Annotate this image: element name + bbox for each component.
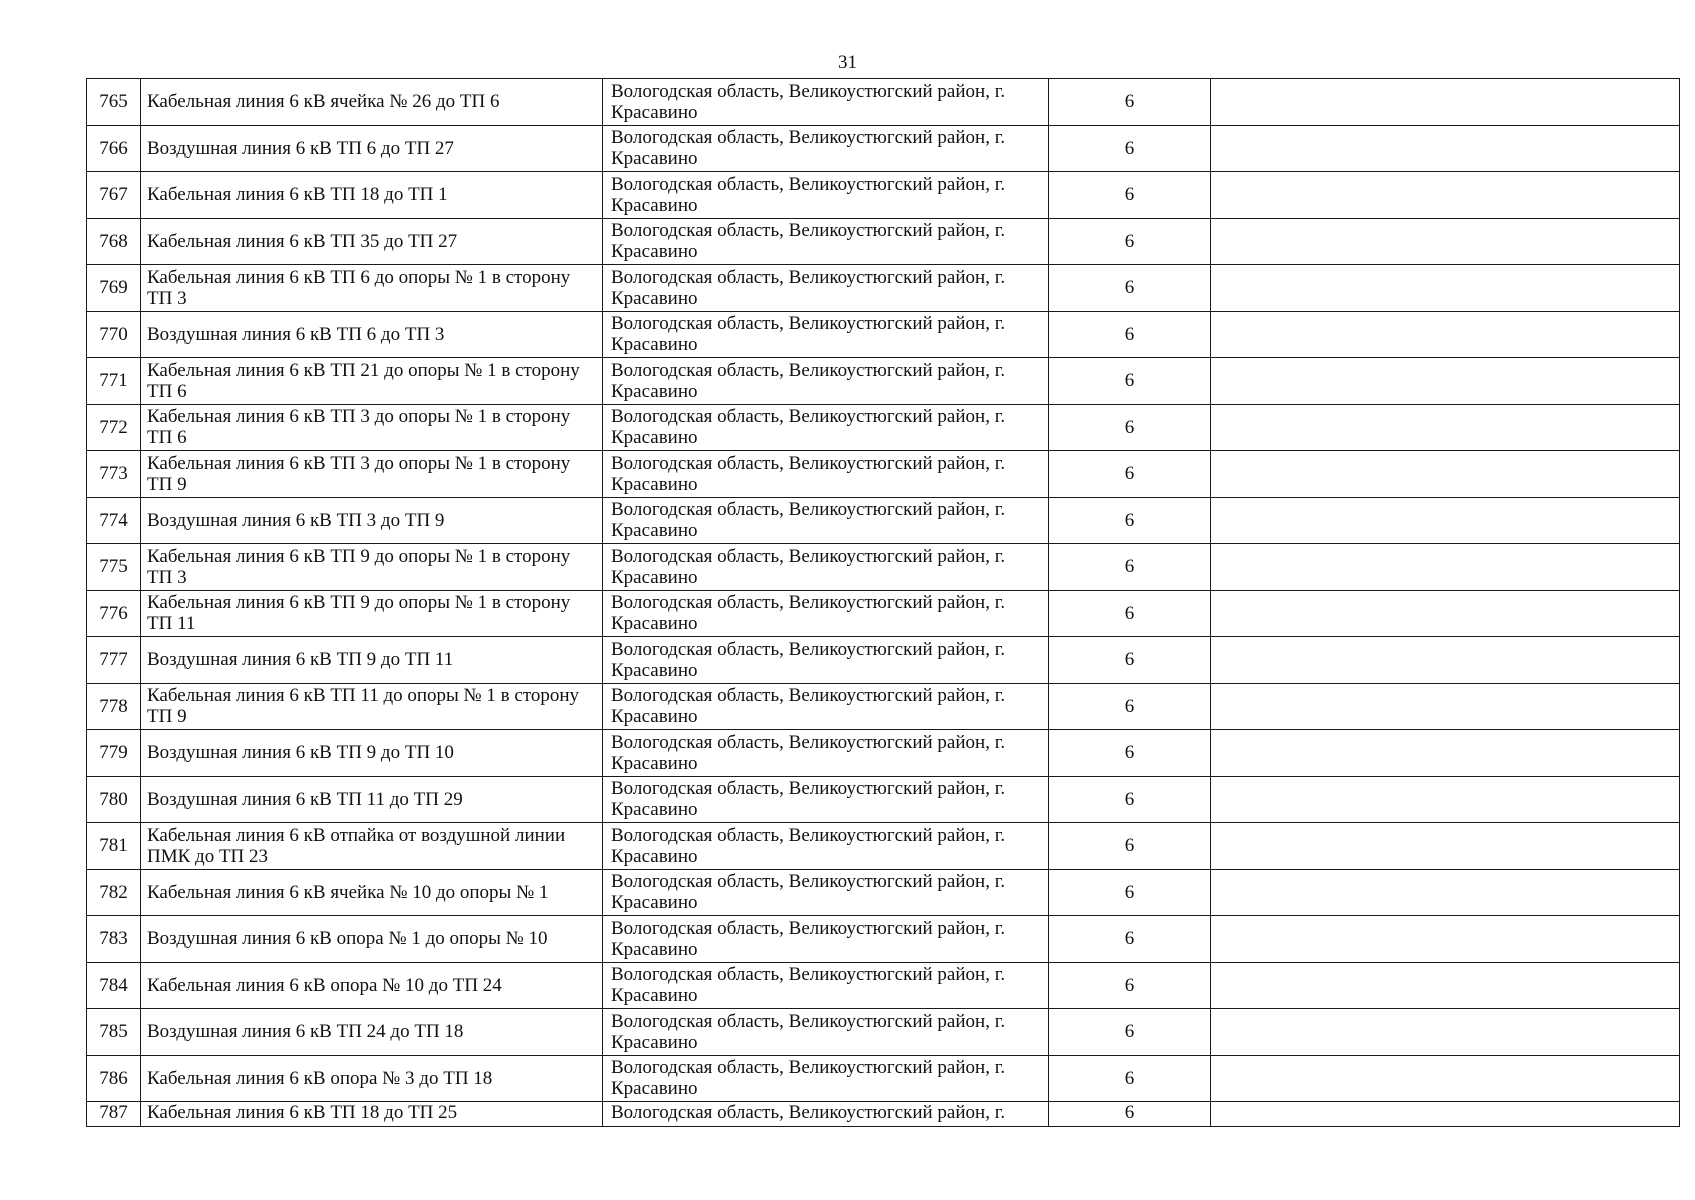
- voltage-cell: 6: [1049, 358, 1211, 405]
- voltage-cell: 6: [1049, 637, 1211, 684]
- voltage-cell: 6: [1049, 1102, 1211, 1127]
- empty-cell: [1211, 590, 1680, 637]
- table-row: [87, 125, 1680, 172]
- row-number-cell: 765: [87, 79, 141, 126]
- table-row: [87, 218, 1680, 265]
- empty-cell: [1211, 1009, 1680, 1056]
- row-number-cell: 772: [87, 404, 141, 451]
- voltage-cell: 6: [1049, 265, 1211, 312]
- address-cell: Вологодская область, Великоустюгский район, г. Красавино: [603, 265, 1049, 312]
- table-row: [87, 869, 1680, 916]
- line-name-cell: Кабельная линия 6 кВ ТП 3 до опоры № 1 в сторону ТП 9: [141, 451, 603, 498]
- empty-cell: [1211, 916, 1680, 963]
- table-row: [87, 265, 1680, 312]
- page-number: 31: [838, 52, 857, 73]
- address-cell: Вологодская область, Великоустюгский район, г. Красавино: [603, 79, 1049, 126]
- line-name-cell: Кабельная линия 6 кВ ТП 18 до ТП 1: [141, 172, 603, 219]
- row-number-cell: 777: [87, 637, 141, 684]
- voltage-cell: 6: [1049, 869, 1211, 916]
- empty-cell: [1211, 358, 1680, 405]
- line-name-cell: Воздушная линия 6 кВ ТП 9 до ТП 10: [141, 730, 603, 777]
- empty-cell: [1211, 265, 1680, 312]
- table-row: [87, 79, 1680, 126]
- row-number-cell: 780: [87, 776, 141, 823]
- address-cell: Вологодская область, Великоустюгский район, г. Красавино: [603, 1055, 1049, 1102]
- line-name-cell: Воздушная линия 6 кВ ТП 11 до ТП 29: [141, 776, 603, 823]
- voltage-cell: 6: [1049, 172, 1211, 219]
- address-cell: Вологодская область, Великоустюгский район, г. Красавино: [603, 1009, 1049, 1056]
- voltage-cell: 6: [1049, 590, 1211, 637]
- address-cell: Вологодская область, Великоустюгский район, г. Красавино: [603, 451, 1049, 498]
- address-cell: Вологодская область, Великоустюгский район, г. Красавино: [603, 218, 1049, 265]
- line-name-cell: Кабельная линия 6 кВ ячейка № 26 до ТП 6: [141, 79, 603, 126]
- address-cell: Вологодская область, Великоустюгский район, г. Красавино: [603, 869, 1049, 916]
- address-cell: Вологодская область, Великоустюгский район, г. Красавино: [603, 544, 1049, 591]
- row-number-cell: 783: [87, 916, 141, 963]
- line-name-cell: Кабельная линия 6 кВ ТП 35 до ТП 27: [141, 218, 603, 265]
- voltage-cell: 6: [1049, 451, 1211, 498]
- empty-cell: [1211, 683, 1680, 730]
- empty-cell: [1211, 869, 1680, 916]
- empty-cell: [1211, 962, 1680, 1009]
- address-cell: Вологодская область, Великоустюгский район, г. Красавино: [603, 172, 1049, 219]
- empty-cell: [1211, 776, 1680, 823]
- row-number-cell: 775: [87, 544, 141, 591]
- row-number-cell: 773: [87, 451, 141, 498]
- voltage-cell: 6: [1049, 125, 1211, 172]
- empty-cell: [1211, 544, 1680, 591]
- voltage-cell: 6: [1049, 1009, 1211, 1056]
- row-number-cell: 776: [87, 590, 141, 637]
- row-number-cell: 781: [87, 823, 141, 870]
- address-cell: Вологодская область, Великоустюгский район, г. Красавино: [603, 590, 1049, 637]
- power-lines-table: [86, 78, 1680, 1127]
- line-name-cell: Воздушная линия 6 кВ ТП 6 до ТП 3: [141, 311, 603, 358]
- table-row: [87, 544, 1680, 591]
- table-row: [87, 358, 1680, 405]
- table-row: [87, 311, 1680, 358]
- empty-cell: [1211, 172, 1680, 219]
- table-row: [87, 1102, 1680, 1127]
- empty-cell: [1211, 637, 1680, 684]
- row-number-cell: 782: [87, 869, 141, 916]
- empty-cell: [1211, 823, 1680, 870]
- table-row: [87, 1055, 1680, 1102]
- address-cell: Вологодская область, Великоустюгский район, г. Красавино: [603, 962, 1049, 1009]
- line-name-cell: Кабельная линия 6 кВ ТП 11 до опоры № 1 в сторону ТП 9: [141, 683, 603, 730]
- address-cell: Вологодская область, Великоустюгский район, г. Красавино: [603, 823, 1049, 870]
- row-number-cell: 787: [87, 1102, 141, 1127]
- voltage-cell: 6: [1049, 683, 1211, 730]
- voltage-cell: 6: [1049, 497, 1211, 544]
- row-number-cell: 769: [87, 265, 141, 312]
- line-name-cell: Воздушная линия 6 кВ ТП 9 до ТП 11: [141, 637, 603, 684]
- line-name-cell: Кабельная линия 6 кВ ТП 9 до опоры № 1 в сторону ТП 3: [141, 544, 603, 591]
- table-row: [87, 637, 1680, 684]
- voltage-cell: 6: [1049, 916, 1211, 963]
- address-cell: Вологодская область, Великоустюгский район, г. Красавино: [603, 311, 1049, 358]
- table-container: [86, 78, 1679, 1127]
- empty-cell: [1211, 451, 1680, 498]
- row-number-cell: 774: [87, 497, 141, 544]
- table-row: [87, 683, 1680, 730]
- table-row: [87, 1009, 1680, 1056]
- line-name-cell: Кабельная линия 6 кВ отпайка от воздушной линии ПМК до ТП 23: [141, 823, 603, 870]
- empty-cell: [1211, 125, 1680, 172]
- row-number-cell: 770: [87, 311, 141, 358]
- row-number-cell: 784: [87, 962, 141, 1009]
- line-name-cell: Кабельная линия 6 кВ ТП 6 до опоры № 1 в сторону ТП 3: [141, 265, 603, 312]
- address-cell: Вологодская область, Великоустюгский район, г. Красавино: [603, 404, 1049, 451]
- address-cell: Вологодская область, Великоустюгский район, г. Красавино: [603, 916, 1049, 963]
- table-row: [87, 404, 1680, 451]
- table-row: [87, 497, 1680, 544]
- address-cell: Вологодская область, Великоустюгский район, г. Красавино: [603, 637, 1049, 684]
- voltage-cell: 6: [1049, 79, 1211, 126]
- empty-cell: [1211, 730, 1680, 777]
- empty-cell: [1211, 497, 1680, 544]
- empty-cell: [1211, 404, 1680, 451]
- voltage-cell: 6: [1049, 823, 1211, 870]
- address-cell: Вологодская область, Великоустюгский район, г. Красавино: [603, 683, 1049, 730]
- voltage-cell: 6: [1049, 776, 1211, 823]
- empty-cell: [1211, 1102, 1680, 1127]
- table-row: [87, 172, 1680, 219]
- line-name-cell: Воздушная линия 6 кВ ТП 6 до ТП 27: [141, 125, 603, 172]
- empty-cell: [1211, 218, 1680, 265]
- voltage-cell: 6: [1049, 962, 1211, 1009]
- voltage-cell: 6: [1049, 404, 1211, 451]
- line-name-cell: Кабельная линия 6 кВ опора № 10 до ТП 24: [141, 962, 603, 1009]
- line-name-cell: Кабельная линия 6 кВ ТП 21 до опоры № 1 в сторону ТП 6: [141, 358, 603, 405]
- voltage-cell: 6: [1049, 218, 1211, 265]
- address-cell: Вологодская область, Великоустюгский район, г. Красавино: [603, 125, 1049, 172]
- row-number-cell: 771: [87, 358, 141, 405]
- voltage-cell: 6: [1049, 1055, 1211, 1102]
- table-row: [87, 776, 1680, 823]
- voltage-cell: 6: [1049, 730, 1211, 777]
- table-row: [87, 916, 1680, 963]
- voltage-cell: 6: [1049, 544, 1211, 591]
- empty-cell: [1211, 1055, 1680, 1102]
- line-name-cell: Кабельная линия 6 кВ ячейка № 10 до опоры № 1: [141, 869, 603, 916]
- line-name-cell: Кабельная линия 6 кВ ТП 3 до опоры № 1 в сторону ТП 6: [141, 404, 603, 451]
- line-name-cell: Кабельная линия 6 кВ ТП 18 до ТП 25: [141, 1102, 603, 1127]
- row-number-cell: 786: [87, 1055, 141, 1102]
- address-cell: Вологодская область, Великоустюгский район, г. Красавино: [603, 358, 1049, 405]
- row-number-cell: 778: [87, 683, 141, 730]
- empty-cell: [1211, 79, 1680, 126]
- empty-cell: [1211, 311, 1680, 358]
- table-row: [87, 962, 1680, 1009]
- address-cell: Вологодская область, Великоустюгский район, г. Красавино: [603, 730, 1049, 777]
- address-cell: Вологодская область, Великоустюгский район, г. Красавино: [603, 497, 1049, 544]
- line-name-cell: Воздушная линия 6 кВ ТП 3 до ТП 9: [141, 497, 603, 544]
- line-name-cell: Кабельная линия 6 кВ ТП 9 до опоры № 1 в сторону ТП 11: [141, 590, 603, 637]
- table-body: [87, 79, 1680, 1127]
- row-number-cell: 768: [87, 218, 141, 265]
- line-name-cell: Воздушная линия 6 кВ опора № 1 до опоры № 10: [141, 916, 603, 963]
- voltage-cell: 6: [1049, 311, 1211, 358]
- row-number-cell: 785: [87, 1009, 141, 1056]
- table-row: [87, 451, 1680, 498]
- table-row: [87, 823, 1680, 870]
- table-row: [87, 590, 1680, 637]
- table-row: [87, 730, 1680, 777]
- row-number-cell: 767: [87, 172, 141, 219]
- line-name-cell: Кабельная линия 6 кВ опора № 3 до ТП 18: [141, 1055, 603, 1102]
- row-number-cell: 779: [87, 730, 141, 777]
- line-name-cell: Воздушная линия 6 кВ ТП 24 до ТП 18: [141, 1009, 603, 1056]
- row-number-cell: 766: [87, 125, 141, 172]
- address-cell: Вологодская область, Великоустюгский район, г. Красавино: [603, 776, 1049, 823]
- address-cell: Вологодская область, Великоустюгский район, г.: [603, 1102, 1049, 1127]
